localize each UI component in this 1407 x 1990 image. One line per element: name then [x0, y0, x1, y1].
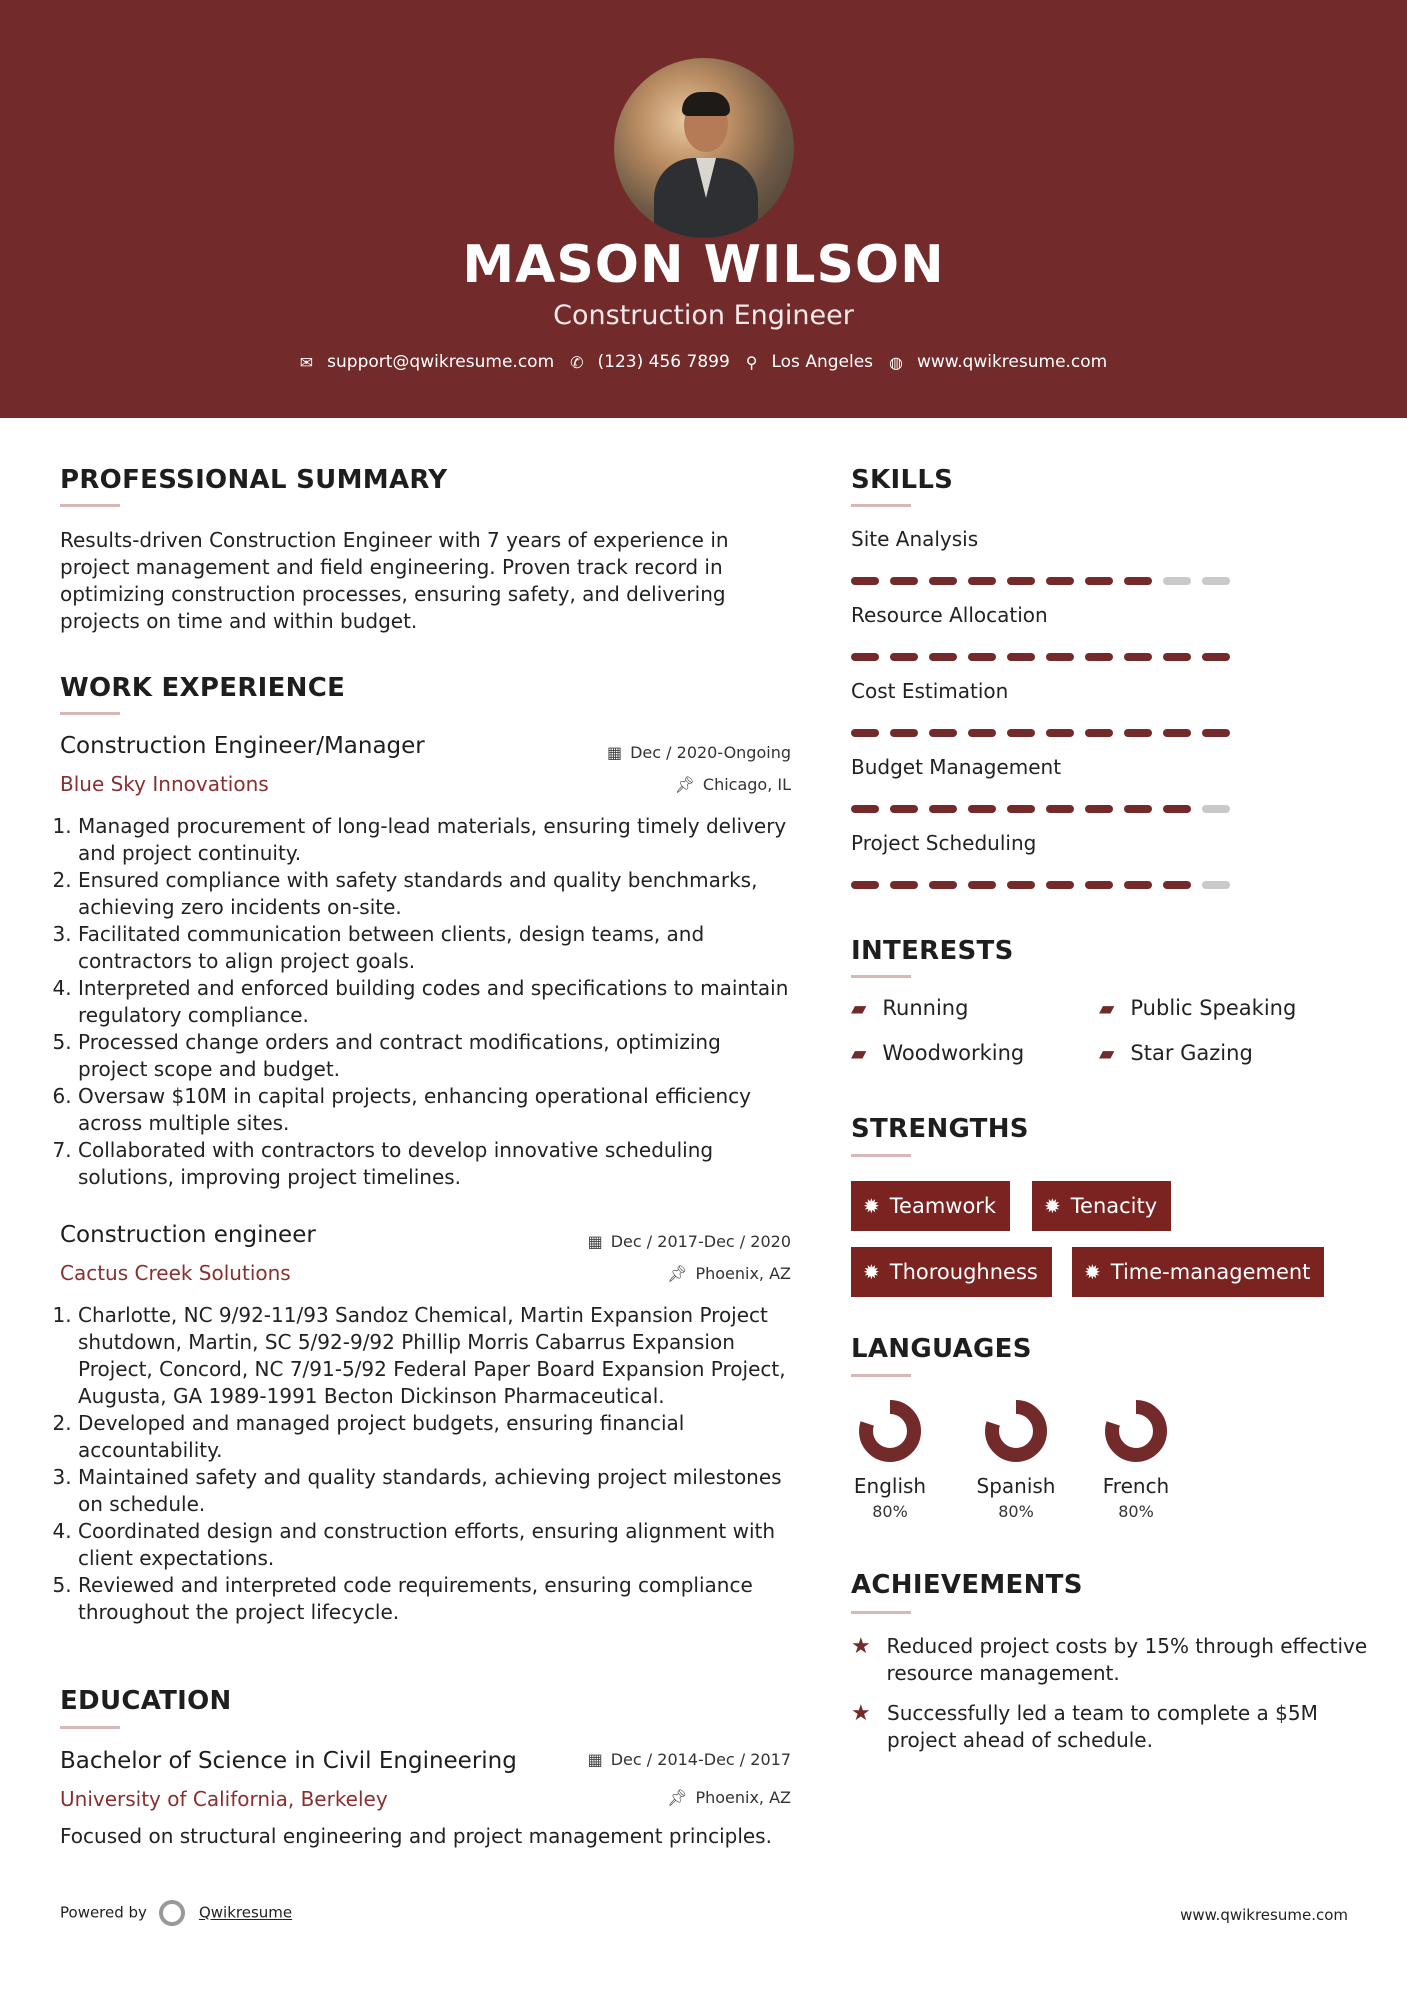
list-item: 5. Processed change orders and contract modifications, optimizing project scope and budget. — [78, 1029, 795, 1083]
book-icon: ▰ — [851, 1041, 867, 1065]
skill-level-dot — [1202, 653, 1230, 661]
skill-level-dot — [1046, 805, 1074, 813]
section-underline — [851, 1154, 911, 1157]
qwikresume-logo-icon — [159, 1900, 185, 1926]
skill-level-dot — [968, 805, 996, 813]
pin-icon: 📌︎ — [667, 1788, 688, 1807]
skill-level-dot — [1124, 881, 1152, 889]
language-ring-chart — [983, 1398, 1049, 1464]
section-underline — [851, 975, 911, 978]
skill-level-dot — [1046, 577, 1074, 585]
job-dates: ▦ Dec / 2020-Ongoing — [606, 743, 791, 762]
skill-name: Site Analysis — [851, 527, 979, 551]
skill-name: Project Scheduling — [851, 831, 1037, 855]
skill-level-dot — [1085, 577, 1113, 585]
brand-link[interactable]: Qwikresume — [198, 1903, 293, 1922]
skill-level-dot — [851, 881, 879, 889]
language-ring-arc — [1112, 1407, 1160, 1455]
section-underline — [851, 504, 911, 507]
section-underline — [851, 1374, 911, 1377]
pin-icon: 📌︎ — [667, 1264, 688, 1283]
section-underline — [60, 504, 120, 507]
job-duties — [60, 813, 795, 1191]
star-icon: ★ — [851, 1701, 871, 1726]
calendar-icon: ▦ — [587, 1750, 603, 1769]
education-description: Focused on structural engineering and project management principles. — [60, 1824, 772, 1848]
profile-photo — [614, 58, 794, 238]
language-ring-chart — [1103, 1398, 1169, 1464]
skill-level-dot — [929, 729, 957, 737]
section-underline — [851, 1611, 911, 1614]
interest-item: ▰ Star Gazing — [1099, 1041, 1253, 1065]
job-title: Construction Engineer/Manager — [60, 733, 425, 759]
degree-title: Bachelor of Science in Civil Engineering — [60, 1748, 517, 1774]
skill-level-dot — [1124, 653, 1152, 661]
skill-level-dot — [929, 881, 957, 889]
school-name: University of California, Berkeley — [60, 1787, 388, 1811]
skill-level-dot — [851, 577, 879, 585]
skill-level-dot — [1007, 805, 1035, 813]
job-company: Blue Sky Innovations — [60, 772, 269, 796]
interests-title: INTERESTS — [851, 936, 1014, 966]
skill-level-dot — [1085, 729, 1113, 737]
skill-level-dot — [1163, 805, 1191, 813]
calendar-icon: ▦ — [587, 1232, 603, 1251]
phone-icon: ✆ — [570, 352, 584, 372]
skill-level-dot — [1007, 653, 1035, 661]
strength-chip: ✹ Thoroughness — [851, 1247, 1052, 1297]
skill-level-dot — [1163, 729, 1191, 737]
summary-title: PROFESSIONAL SUMMARY — [60, 465, 448, 495]
section-underline — [60, 712, 120, 715]
language-name: French — [1102, 1474, 1170, 1498]
section-underline — [60, 1726, 120, 1729]
skills-title: SKILLS — [851, 465, 954, 495]
calendar-icon: ▦ — [606, 743, 623, 762]
badge-icon: ✹ — [1084, 1260, 1101, 1284]
language-percent: 80% — [1118, 1502, 1154, 1521]
job-duties — [60, 1302, 805, 1626]
skill-level-dot — [890, 729, 918, 737]
skill-level-dot — [1007, 881, 1035, 889]
list-item: 2. Developed and managed project budgets, ensuring financial accountability. — [78, 1410, 805, 1464]
job-location: 📌︎ Phoenix, AZ — [667, 1264, 791, 1283]
job-company: Cactus Creek Solutions — [60, 1261, 291, 1285]
book-icon: ▰ — [851, 996, 867, 1020]
language-item — [1081, 1398, 1191, 1521]
map-pin-icon: ⚲ — [745, 352, 758, 372]
languages-title: LANGUAGES — [851, 1334, 1032, 1364]
badge-icon: ✹ — [863, 1260, 880, 1284]
contact-location: ⚲ Los Angeles — [745, 352, 874, 372]
skill-level-dot — [968, 729, 996, 737]
strength-chip: ✹ Tenacity — [1032, 1181, 1171, 1231]
resume-header — [0, 0, 1407, 418]
skill-level-dot — [1124, 577, 1152, 585]
skill-level-dot — [1046, 881, 1074, 889]
skill-level-dot — [1202, 881, 1230, 889]
list-item: 7. Collaborated with contractors to develop innovative scheduling solutions, improving project timelines. — [78, 1137, 795, 1191]
list-item: 3. Facilitated communication between clients, design teams, and contractors to align project goals. — [78, 921, 795, 975]
footer-website[interactable]: www.qwikresume.com — [1180, 1906, 1348, 1924]
skill-level-dot — [1085, 805, 1113, 813]
skill-level-dot — [851, 729, 879, 737]
list-item: 5. Reviewed and interpreted code requirements, ensuring compliance throughout the project lifecycle. — [78, 1572, 805, 1626]
skill-level-dot — [851, 805, 879, 813]
summary-text: Results-driven Construction Engineer with 7 years of experience in project management and field engineering. Proven track record in optimizing construction processes, ensuring safety, and delivering projects on time and within budget. — [60, 528, 729, 633]
book-icon: ▰ — [1099, 996, 1115, 1020]
interest-item: ▰ Public Speaking — [1099, 996, 1297, 1020]
list-item: 1. Managed procurement of long-lead materials, ensuring timely delivery and project continuity. — [78, 813, 795, 867]
language-percent: 80% — [998, 1502, 1034, 1521]
skill-level-dot — [1202, 577, 1230, 585]
strengths-title: STRENGTHS — [851, 1114, 1029, 1144]
skill-level-dot — [968, 881, 996, 889]
book-icon: ▰ — [1099, 1041, 1115, 1065]
strength-chip: ✹ Time-management — [1072, 1247, 1324, 1297]
pin-icon: 📌︎ — [674, 775, 695, 794]
skill-level-dot — [968, 577, 996, 585]
job-title: Construction engineer — [60, 1222, 316, 1248]
skill-level-dot — [929, 653, 957, 661]
skill-level-dot — [968, 653, 996, 661]
skill-level-dot — [1085, 653, 1113, 661]
skill-level-meter — [851, 805, 1230, 813]
list-item: 4. Interpreted and enforced building codes and specifications to maintain regulatory compliance. — [78, 975, 795, 1029]
powered-by: Powered by Qwikresume — [60, 1900, 292, 1926]
skill-name: Budget Management — [851, 755, 1062, 779]
skill-level-dot — [1007, 729, 1035, 737]
skill-level-dot — [929, 805, 957, 813]
language-item — [961, 1398, 1071, 1521]
skill-level-dot — [890, 653, 918, 661]
language-percent: 80% — [872, 1502, 908, 1521]
list-item: 4. Coordinated design and construction efforts, ensuring alignment with client expectations. — [78, 1518, 805, 1572]
skill-level-dot — [1124, 805, 1152, 813]
mail-icon: ✉ — [299, 352, 314, 372]
skill-level-meter — [851, 729, 1230, 737]
skill-level-dot — [1124, 729, 1152, 737]
contact-phone[interactable]: ✆ (123) 456 7899 — [570, 352, 730, 372]
skill-level-meter — [851, 881, 1230, 889]
contact-email[interactable]: ✉ support@qwikresume.com — [299, 352, 555, 372]
skill-name: Cost Estimation — [851, 679, 1009, 703]
skill-level-meter — [851, 653, 1230, 661]
skill-level-dot — [851, 653, 879, 661]
candidate-role: Construction Engineer — [553, 300, 854, 331]
language-ring-chart — [857, 1398, 923, 1464]
skill-level-dot — [1163, 577, 1191, 585]
badge-icon: ✹ — [1044, 1194, 1061, 1218]
education-title: EDUCATION — [60, 1686, 232, 1716]
contact-bar — [0, 352, 1407, 372]
globe-icon: ◍ — [889, 352, 903, 372]
strength-chip: ✹ Teamwork — [851, 1181, 1010, 1231]
skill-level-meter — [851, 577, 1230, 585]
candidate-name: MASON WILSON — [462, 235, 945, 295]
skill-level-dot — [1085, 881, 1113, 889]
skill-level-dot — [1202, 729, 1230, 737]
skill-level-dot — [1046, 653, 1074, 661]
skill-level-dot — [1202, 805, 1230, 813]
experience-title: WORK EXPERIENCE — [60, 673, 346, 703]
language-ring-arc — [992, 1407, 1040, 1455]
interest-item: ▰ Running — [851, 996, 969, 1020]
education-dates: ▦ Dec / 2014-Dec / 2017 — [587, 1750, 791, 1769]
skill-name: Resource Allocation — [851, 603, 1048, 627]
language-name: English — [853, 1474, 927, 1498]
language-name: Spanish — [976, 1474, 1056, 1498]
skill-level-dot — [890, 577, 918, 585]
skill-level-dot — [1046, 729, 1074, 737]
list-item: 3. Maintained safety and quality standards, achieving project milestones on schedule. — [78, 1464, 805, 1518]
skill-level-dot — [890, 881, 918, 889]
badge-icon: ✹ — [863, 1194, 880, 1218]
contact-website[interactable]: ◍ www.qwikresume.com — [889, 352, 1108, 372]
skill-level-dot — [1007, 577, 1035, 585]
skill-level-dot — [929, 577, 957, 585]
job-dates: ▦ Dec / 2017-Dec / 2020 — [587, 1232, 791, 1251]
list-item: 2. Ensured compliance with safety standards and quality benchmarks, achieving zero incidents on-site. — [78, 867, 795, 921]
list-item: 1. Charlotte, NC 9/92-11/93 Sandoz Chemical, Martin Expansion Project shutdown, Martin, SC 5/92-9/92 Phillip Morris Cabarrus Expansion Project, Concord, NC 7/91-5/92 Federal Paper Board Expansion Project, Augusta, GA 1989-1991 Becton Dickinson Pharmaceutical. — [78, 1302, 805, 1410]
education-location: 📌︎ Phoenix, AZ — [667, 1788, 791, 1807]
achievements-title: ACHIEVEMENTS — [851, 1570, 1083, 1600]
achievement-item: ★ Successfully led a team to complete a $5M project ahead of schedule. — [851, 1701, 1318, 1752]
skill-level-dot — [1163, 653, 1191, 661]
skill-level-dot — [890, 805, 918, 813]
language-ring-arc — [866, 1407, 914, 1455]
language-item — [835, 1398, 945, 1521]
list-item: 6. Oversaw $10M in capital projects, enhancing operational efficiency across multiple sites. — [78, 1083, 795, 1137]
skill-level-dot — [1163, 881, 1191, 889]
achievement-item: ★ Reduced project costs by 15% through effective resource management. — [851, 1634, 1368, 1685]
job-location: 📌︎ Chicago, IL — [674, 775, 791, 794]
star-icon: ★ — [851, 1634, 871, 1659]
interest-item: ▰ Woodworking — [851, 1041, 1025, 1065]
